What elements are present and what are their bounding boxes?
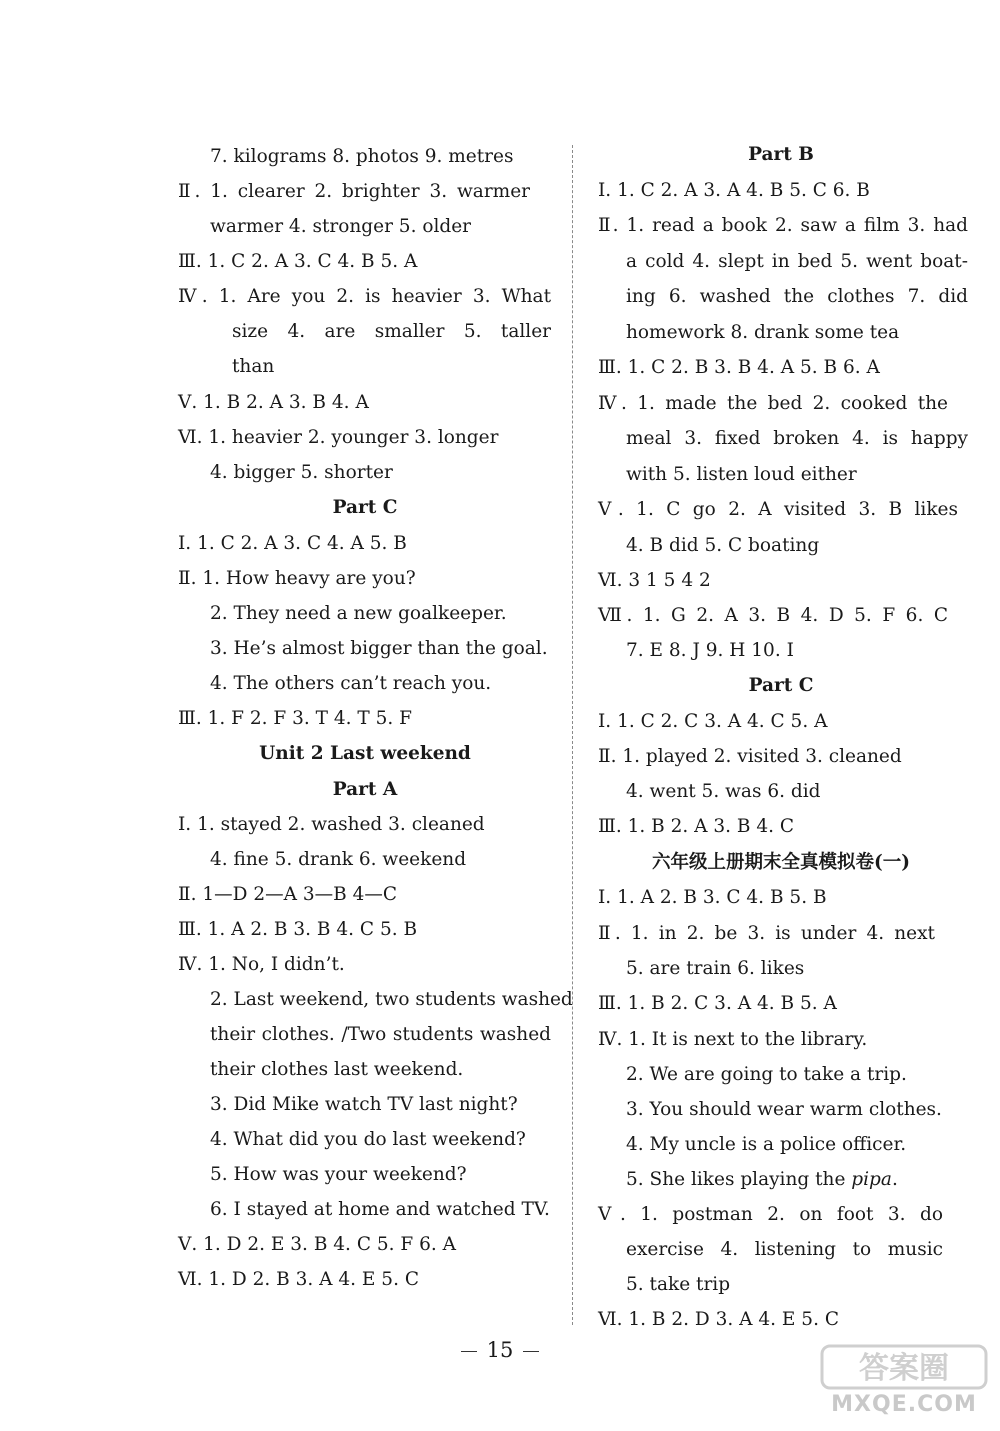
left-answer-line: 4. The others can’t reach you. xyxy=(210,673,492,694)
right-answer-line: 4. My uncle is a police officer. xyxy=(626,1134,907,1155)
left-answer-line: warmer 4. stronger 5. older xyxy=(210,216,472,237)
left-answer-line: their clothes. /Two students washed xyxy=(210,1024,551,1045)
left-section-heading: Unit 2 Last weekend xyxy=(259,743,471,764)
left-answer-line: Ⅱ. 1—D 2—A 3—B 4—C xyxy=(178,884,398,905)
right-answer-line: Ⅰ. 1. C 2. A 3. A 4. B 5. C 6. B xyxy=(598,180,870,201)
right-answer-line: homework 8. drank some tea xyxy=(626,322,900,343)
right-answer-line: Ⅲ. 1. B 2. A 3. B 4. C xyxy=(598,816,795,837)
right-answer-line: Ⅰ. 1. C 2. C 3. A 4. C 5. A xyxy=(598,711,828,732)
right-answer-line: Ⅳ. 1. made the bed 2. cooked the xyxy=(598,393,948,414)
right-section-heading: Part B xyxy=(748,144,814,165)
watermark-top-text: 答案圈 xyxy=(859,1351,949,1386)
right-answer-line: 2. We are going to take a trip. xyxy=(626,1064,907,1085)
left-answer-line: 4. fine 5. drank 6. weekend xyxy=(210,849,467,870)
page-number-dash-right xyxy=(523,1351,539,1352)
right-answer-line: a cold 4. slept in bed 5. went boat- xyxy=(626,251,968,272)
left-answer-line: 4. bigger 5. shorter xyxy=(210,462,393,483)
right-answer-line: 4. went 5. was 6. did xyxy=(626,781,821,802)
left-answer-line: Ⅵ. 1. heavier 2. younger 3. longer xyxy=(178,427,499,448)
left-answer-line: Ⅰ. 1. stayed 2. washed 3. cleaned xyxy=(178,814,485,835)
right-answer-line: exercise 4. listening to music xyxy=(626,1239,943,1260)
left-answer-line: 6. I stayed at home and watched TV. xyxy=(210,1199,550,1220)
right-answer-line: Ⅱ. 1. in 2. be 3. is under 4. next xyxy=(598,923,935,944)
left-section-heading: Part A xyxy=(332,779,398,800)
page-number-dash-left xyxy=(461,1351,477,1352)
left-answer-line: 7. kilograms 8. photos 9. metres xyxy=(210,146,514,167)
left-answer-line: 2. They need a new goalkeeper. xyxy=(210,603,507,624)
left-answer-line: their clothes last weekend. xyxy=(210,1059,464,1080)
right-answer-line: meal 3. fixed broken 4. is happy xyxy=(626,428,968,449)
right-answer-line: Ⅱ. 1. played 2. visited 3. cleaned xyxy=(598,746,902,767)
left-answer-line: Ⅴ. 1. D 2. E 3. B 4. C 5. F 6. A xyxy=(178,1234,456,1255)
watermark-badge-icon xyxy=(818,1340,990,1392)
left-answer-line: 4. What did you do last weekend? xyxy=(210,1129,526,1150)
right-section-heading: Part C xyxy=(748,675,814,696)
right-answer-line: with 5. listen loud either xyxy=(626,464,857,485)
left-answer-line: 5. How was your weekend? xyxy=(210,1164,467,1185)
left-answer-line: Ⅵ. 1. D 2. B 3. A 4. E 5. C xyxy=(178,1269,419,1290)
left-answer-line: Ⅴ. 1. B 2. A 3. B 4. A xyxy=(178,392,369,413)
right-answer-line: Ⅱ. 1. read a book 2. saw a film 3. had xyxy=(598,215,968,236)
left-answer-line: Ⅲ. 1. F 2. F 3. T 4. T 5. F xyxy=(178,708,412,729)
column-divider xyxy=(572,145,573,1325)
right-answer-line: 4. B did 5. C boating xyxy=(626,535,820,556)
left-answer-line: 3. He’s almost bigger than the goal. xyxy=(210,638,548,659)
right-answer-line: Ⅶ. 1. G 2. A 3. B 4. D 5. F 6. C xyxy=(598,605,948,626)
left-answer-line: than xyxy=(232,356,275,377)
right-answer-line: Ⅳ. 1. It is next to the library. xyxy=(598,1029,868,1050)
right-answer-line: 5. take trip xyxy=(626,1274,731,1295)
right-answer-line: ing 6. washed the clothes 7. did xyxy=(626,286,968,307)
left-answer-line: Ⅳ. 1. No, I didn’t. xyxy=(178,954,345,975)
left-section-heading: Part C xyxy=(332,497,398,518)
left-answer-line: size 4. are smaller 5. taller xyxy=(232,321,551,342)
left-answer-line: 3. Did Mike watch TV last night? xyxy=(210,1094,518,1115)
right-answer-line: Ⅲ. 1. B 2. C 3. A 4. B 5. A xyxy=(598,993,837,1014)
left-answer-line: Ⅰ. 1. C 2. A 3. C 4. A 5. B xyxy=(178,533,407,554)
right-answer-line: 3. You should wear warm clothes. xyxy=(626,1099,942,1120)
right-answer-line: 7. E 8. J 9. H 10. I xyxy=(626,640,794,661)
left-answer-line: 2. Last weekend, two students washed xyxy=(210,989,573,1010)
right-answer-line: Ⅲ. 1. C 2. B 3. B 4. A 5. B 6. A xyxy=(598,357,880,378)
italic-word: pipa xyxy=(851,1169,892,1190)
left-answer-line: Ⅱ. 1. clearer 2. brighter 3. warmer xyxy=(178,181,530,202)
right-answer-line: Ⅴ. 1. postman 2. on foot 3. do xyxy=(598,1204,943,1225)
right-answer-line: Ⅵ. 1. B 2. D 3. A 4. E 5. C xyxy=(598,1309,839,1330)
left-answer-line: Ⅲ. 1. C 2. A 3. C 4. B 5. A xyxy=(178,251,418,272)
right-section-heading: 六年级上册期末全真模拟卷(一) xyxy=(651,852,910,873)
left-answer-line: Ⅲ. 1. A 2. B 3. B 4. C 5. B xyxy=(178,919,418,940)
watermark-bottom-text: MXQE.COM xyxy=(831,1392,977,1417)
right-answer-line: 5. are train 6. likes xyxy=(626,958,805,979)
right-answer-line: Ⅴ. 1. C go 2. A visited 3. B likes xyxy=(598,499,958,520)
left-answer-line: Ⅳ. 1. Are you 2. is heavier 3. What xyxy=(178,286,551,307)
right-answer-line: Ⅰ. 1. A 2. B 3. C 4. B 5. B xyxy=(598,887,827,908)
watermark-logo xyxy=(818,1340,990,1425)
page-number-text: 15 xyxy=(486,1338,514,1362)
right-answer-line: Ⅵ. 3 1 5 4 2 xyxy=(598,570,711,591)
left-answer-line: Ⅱ. 1. How heavy are you? xyxy=(178,568,416,589)
right-answer-line: 5. She likes playing the pipa. xyxy=(626,1169,898,1190)
